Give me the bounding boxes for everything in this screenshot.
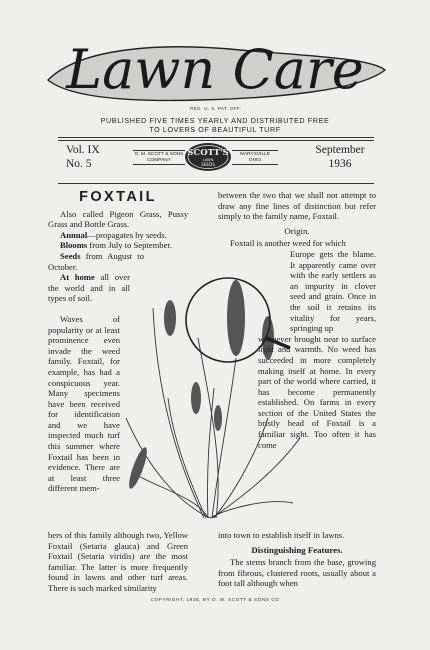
publisher-name (133, 150, 185, 165)
publisher-location (232, 150, 278, 165)
article-title: FOXTAIL (79, 189, 157, 205)
tagline-line-2: TO LOVERS OF BEAUTIFUL TURF (149, 125, 281, 134)
origin-tail: into town to establish itself in lawns. (218, 530, 345, 540)
issue-month: September (315, 144, 365, 156)
blooms-text: from July to September. (87, 240, 172, 251)
divider (58, 183, 374, 184)
masthead-logo (40, 28, 390, 110)
annual-text: —propagates by seeds. (87, 229, 167, 240)
svg-text:LAWN: LAWN (202, 158, 214, 162)
origin-heading: Origin. (284, 225, 310, 236)
annual-label: Annual (60, 229, 88, 240)
svg-text:SEEDS: SEEDS (201, 162, 215, 167)
intro-paragraph: Also called Pigeon Grass, Pussy Grass and Bottle Grass. (48, 208, 188, 230)
blooms-line (48, 240, 188, 251)
seeds-text: from August to October. (48, 250, 144, 272)
origin-continued: whenever brought near to surface light and warmth. No weed has succeeded in more completely making itself at home. In every part of the world where carried, it has become permanently established. On farms in every section of the United States the bristly head of Foxtail is a familiar sight. Too often it has come (258, 333, 376, 450)
copyright-footer: COPYRIGHT, 1936, BY O. M. SCOTT & SONS CO (150, 597, 280, 602)
home-label: At home (60, 272, 95, 283)
scotts-seeds-logo (184, 142, 232, 172)
distinction-paragraph: between the two that we shall not attempt to draw any fine lines of distinction but refer simply to the family name, Foxtail. (218, 190, 376, 222)
issue-number: No. 5 (66, 158, 92, 170)
seeds-label: Seeds (60, 250, 81, 261)
volume: Vol. IX (66, 144, 100, 156)
location-city: MARYSVILLE (239, 152, 271, 157)
blooms-label: Blooms (60, 240, 88, 251)
home-text: all over the world and in all types of soil. (48, 272, 130, 304)
divider (58, 140, 374, 141)
annual-line (48, 230, 188, 241)
left-column-tail: bers of this family although two, Yellow Foxtail (Setaria glauca) and Green Foxtail (Setaria viridis) are the most familiar. The latter is more frequently found in lawns and other turf areas. There is such marked similarity (48, 530, 188, 593)
right-column-tail (218, 530, 376, 589)
origin-lead: Foxtail is another weed for which (230, 238, 346, 249)
publisher-line-2: COMPANY (147, 157, 171, 163)
registered-mark: REG. U. S. PAT. OFF. (190, 106, 242, 111)
volume-info (66, 143, 100, 171)
divider (58, 137, 374, 138)
right-column (218, 190, 376, 450)
tagline-line-1: PUBLISHED FIVE TIMES YEARLY AND DISTRIBUTED FREE (100, 116, 330, 125)
features-paragraph: The stems branch from the base, growing from fibrous, clustered roots, usually about a foot tall although when (218, 557, 376, 589)
svg-text:SCOTT'S: SCOTT'S (187, 148, 229, 158)
publisher-line-1: O. M. SCOTT & SONS (134, 152, 184, 157)
masthead-title: Lawn Care (66, 38, 364, 101)
features-heading: Distinguishing Features. (251, 544, 343, 555)
issue-year: 1936 (328, 158, 352, 170)
popularity-paragraph: Waves of popularity or at least prominence even invade the weed family. Foxtail, for example, has had a conspicuous year. Many specimens have been received for identification and we have inspected much turf this summer where Foxtail has been in evidence. There are at least three different mem- (48, 313, 120, 494)
lawn-care-script-logo (40, 28, 390, 110)
origin-body: Europe gets the blame. It apparently came over with the early settlers as an impurity in clover seed and grain. Once in the soil it retains its vitality for years, springing up (290, 248, 376, 334)
location-state: OHIO (248, 157, 262, 163)
issue-date (310, 143, 370, 171)
